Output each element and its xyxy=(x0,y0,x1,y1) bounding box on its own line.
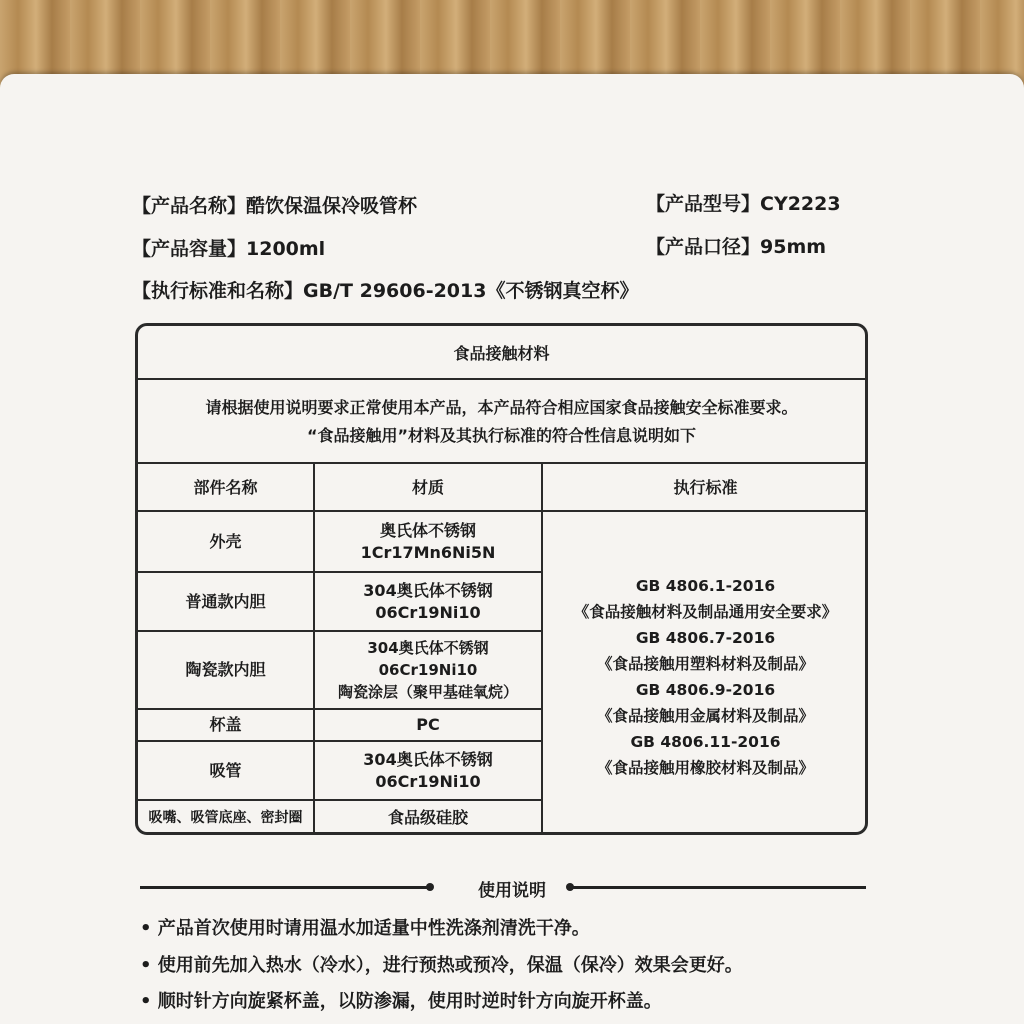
material-line: 304奥氏体不锈钢 xyxy=(363,749,493,769)
material-line: PC xyxy=(416,715,440,734)
row-material xyxy=(315,512,541,571)
row-part: 吸管 xyxy=(209,760,242,780)
product-model: 【产品型号】CY2223 xyxy=(646,193,841,215)
standard-line: 《食品接触用金属材料及制品》 xyxy=(596,707,814,725)
standard-line: GB 4806.1-2016 xyxy=(635,577,776,595)
standards-cell xyxy=(543,573,868,781)
row-part: 吸嘴、吸管底座、密封圈 xyxy=(148,810,303,826)
material-line: 陶瓷涂层（聚甲基硅氧烷） xyxy=(337,683,518,701)
usage-rule-right xyxy=(570,886,866,889)
intro-line-2: “食品接触用”材料及其执行标准的符合性信息说明如下 xyxy=(306,426,697,445)
table-intro xyxy=(138,380,865,464)
col-header-material: 材质 xyxy=(411,478,444,497)
standard-line: 《食品接触用橡胶材料及制品》 xyxy=(596,759,814,777)
material-line: 304奥氏体不锈钢 xyxy=(367,639,489,657)
material-line: 06Cr19Ni10 xyxy=(378,661,478,679)
material-line: 06Cr19Ni10 xyxy=(375,602,481,622)
row-material xyxy=(315,742,541,799)
product-capacity: 【产品容量】1200ml xyxy=(132,238,326,260)
product-diameter: 【产品口径】95mm xyxy=(646,236,827,258)
usage-item: • 产品首次使用时请用温水加适量中性洗涤剂清洗干净。 xyxy=(140,918,590,939)
standard-line: GB 4806.11-2016 xyxy=(630,733,781,751)
product-standard: 【执行标准和名称】GB/T 29606-2013《不锈钢真空杯》 xyxy=(132,280,639,302)
row-part: 外壳 xyxy=(209,531,242,551)
material-line: 06Cr19Ni10 xyxy=(375,771,481,791)
product-name: 【产品名称】酷饮保温保冷吸管杯 xyxy=(132,195,418,217)
intro-line-1: 请根据使用说明要求正常使用本产品，本产品符合相应国家食品接触安全标准要求。 xyxy=(205,398,798,417)
usage-item: • 顺时针方向旋紧杯盖，以防渗漏，使用时逆时针方向旋开杯盖。 xyxy=(140,991,662,1012)
usage-title: 使用说明 xyxy=(478,881,546,901)
row-part: 陶瓷款内胆 xyxy=(185,660,266,679)
row-part: 杯盖 xyxy=(209,715,242,734)
standard-line: GB 4806.9-2016 xyxy=(635,681,776,699)
material-line: 1Cr17Mn6Ni5N xyxy=(360,542,496,562)
row-material xyxy=(315,710,541,740)
col-header-part: 部件名称 xyxy=(193,478,258,497)
col-header-standard: 执行标准 xyxy=(673,478,738,497)
table-title: 食品接触材料 xyxy=(138,326,865,380)
standard-line: GB 4806.7-2016 xyxy=(635,629,776,647)
usage-item: • 使用前先加入热水（冷水），进行预热或预冷，保温（保冷）效果会更好。 xyxy=(140,955,743,976)
row-material xyxy=(315,632,541,708)
material-line: 食品级硅胶 xyxy=(387,808,468,827)
material-line: 304奥氏体不锈钢 xyxy=(363,580,493,600)
row-part: 普通款内胆 xyxy=(185,591,266,611)
food-contact-table xyxy=(135,323,868,835)
material-line: 奥氏体不锈钢 xyxy=(379,520,476,540)
row-material xyxy=(315,573,541,630)
standard-line: 《食品接触材料及制品通用安全要求》 xyxy=(573,603,838,621)
row-material xyxy=(315,801,541,835)
standard-line: 《食品接触用塑料材料及制品》 xyxy=(596,655,814,673)
